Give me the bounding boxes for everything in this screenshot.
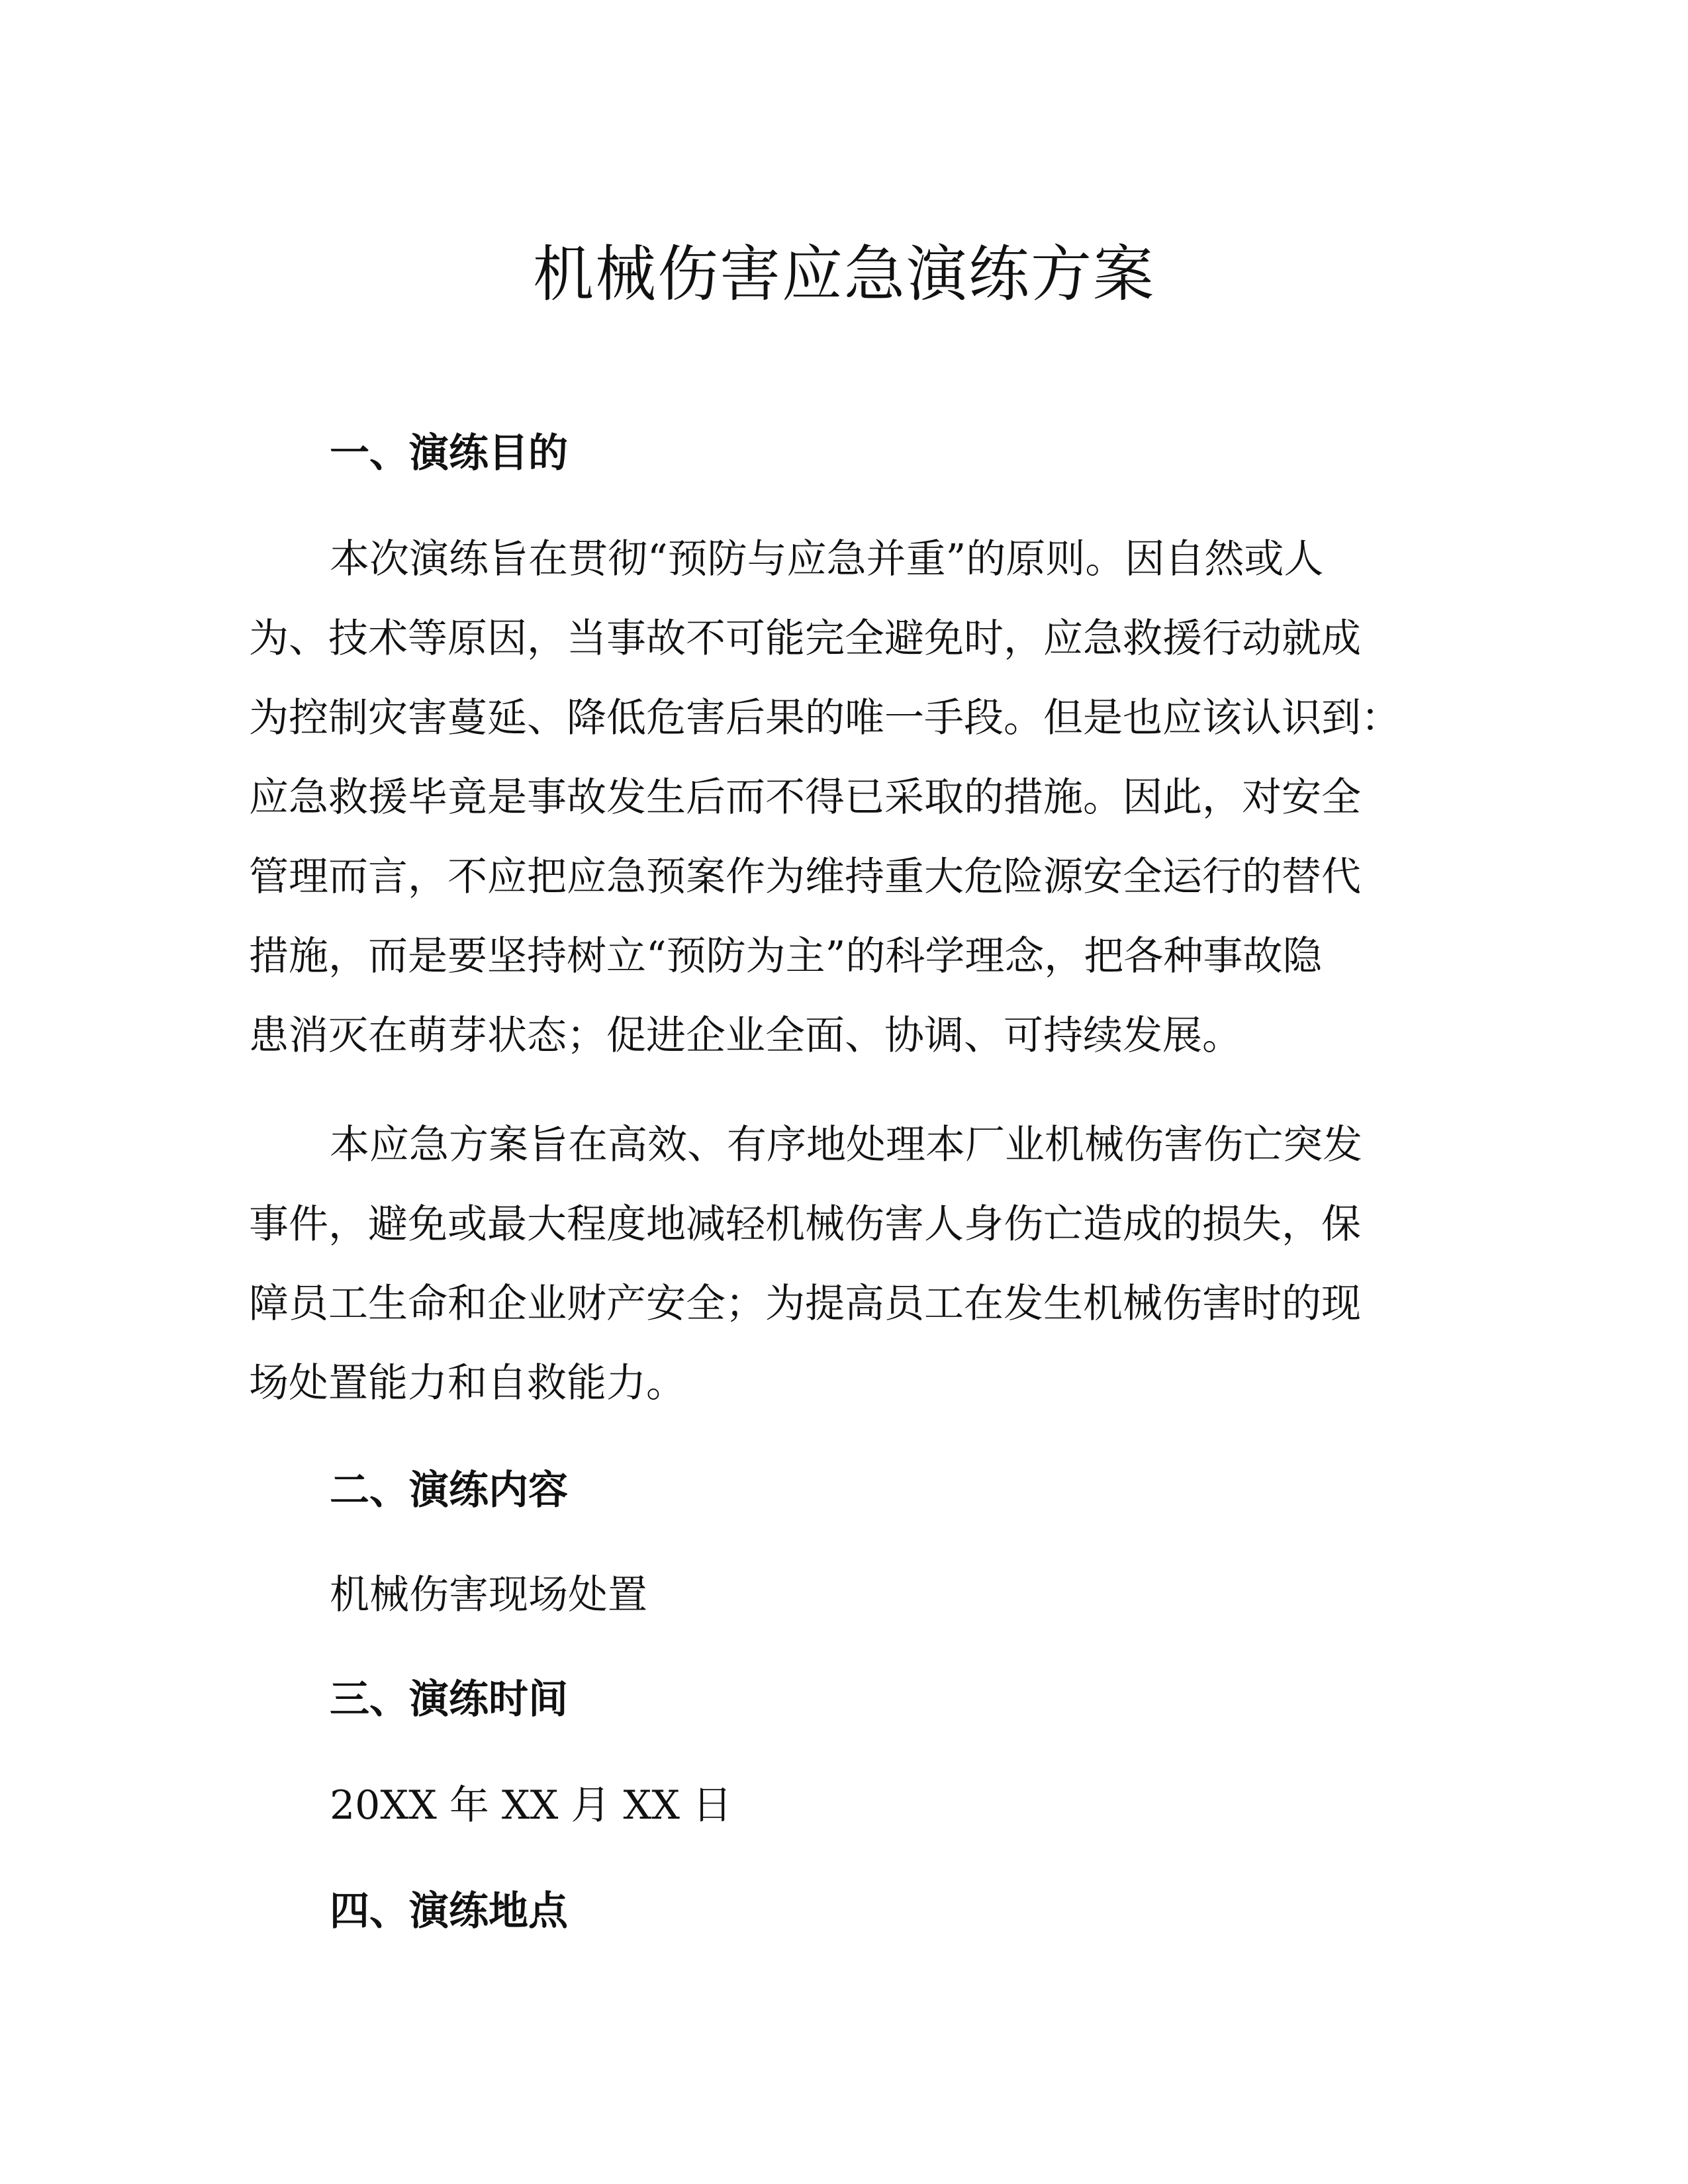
paragraph-line: 本次演练旨在贯彻“预防与应急并重”的原则。因自然或人: [330, 536, 1324, 582]
section-heading-content: 二、演练内容: [330, 1467, 568, 1514]
section-text-content: 机械伤害现场处置: [330, 1572, 647, 1618]
section-heading-purpose: 一、演练目的: [330, 430, 568, 477]
paragraph-line: 场处置能力和自救能力。: [249, 1360, 686, 1406]
paragraph-line: 应急救援毕竟是事故发生后而不得已采取的措施。因此，对安全: [249, 774, 1361, 821]
paragraph-purpose-1: [249, 520, 1467, 1075]
paragraph-line: 为控制灾害蔓延、降低危害后果的唯一手段。但是也应该认识到：: [249, 695, 1401, 741]
paragraph-line: 为、技术等原因，当事故不可能完全避免时，应急救援行动就成: [249, 615, 1361, 662]
page-title: 机械伤害应急演练方案: [532, 239, 1155, 310]
paragraph-line: 措施，而是要坚持树立“预防为主”的科学理念，把各种事故隐: [249, 933, 1323, 979]
paragraph-purpose-2: [249, 1105, 1467, 1423]
paragraph-line: 管理而言，不应把应急预案作为维持重大危险源安全运行的替代: [249, 854, 1361, 900]
paragraph-line: 障员工生命和企业财产安全；为提高员工在发生机械伤害时的现: [249, 1281, 1361, 1327]
section-text-time: 20XX 年 XX 月 XX 日: [330, 1782, 732, 1829]
paragraph-line: 本应急方案旨在高效、有序地处理本厂业机械伤害伤亡突发: [330, 1122, 1362, 1168]
paragraph-line: 事件，避免或最大程度地减轻机械伤害人身伤亡造成的损失，保: [249, 1201, 1361, 1248]
section-heading-time: 三、演练时间: [330, 1676, 568, 1723]
paragraph-line: 患消灭在萌芽状态；促进企业全面、协调、可持续发展。: [249, 1013, 1242, 1059]
section-heading-location: 四、演练地点: [330, 1888, 568, 1934]
